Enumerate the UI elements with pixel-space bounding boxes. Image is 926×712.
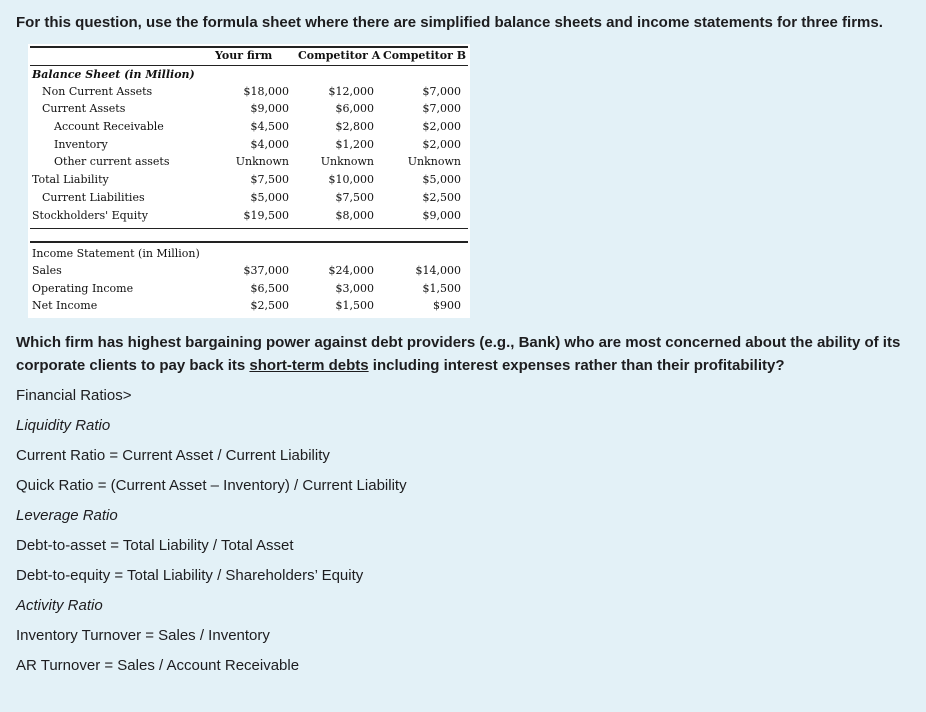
col-header-your-firm: Your firm: [215, 49, 273, 62]
row-label: Other current assets: [54, 155, 170, 168]
col-header-competitor-a: Competitor A: [298, 49, 381, 62]
debt-to-equity-formula: Debt-to-equity = Total Liability / Shareholders’ Equity: [16, 567, 364, 584]
current-ratio-formula: Current Ratio = Current Asset / Current Liability: [16, 447, 330, 464]
debt-to-asset-formula: Debt-to-asset = Total Liability / Total Asset: [16, 537, 294, 554]
balance-bottom-rule: [30, 228, 468, 229]
cell-competitor-a: $1,500: [335, 299, 374, 312]
table-row: [28, 209, 470, 226]
cell-your-firm: $9,000: [250, 102, 289, 115]
financial-statements-table: [28, 44, 470, 318]
leverage-ratio-title: Leverage Ratio: [16, 507, 118, 524]
row-label: Total Liability: [32, 173, 109, 186]
header-rule: [30, 65, 468, 66]
question-part-2: including interest expenses rather than their profitability?: [368, 357, 785, 374]
cell-your-firm: $2,500: [250, 299, 289, 312]
question-part-1: Which firm has highest bargaining power against debt providers (e.g., Bank) who are most concerned about the ability of its corporate clients to pay back its: [16, 334, 901, 374]
inventory-turnover-formula: Inventory Turnover = Sales / Inventory: [16, 627, 270, 644]
cell-competitor-a: $7,500: [335, 191, 374, 204]
balance-sheet-title: Balance Sheet (in Million): [32, 68, 195, 81]
row-label: Net Income: [32, 299, 98, 312]
row-label: Non Current Assets: [42, 85, 153, 98]
financial-ratios-heading: Financial Ratios>: [16, 387, 132, 404]
table-row: [28, 264, 470, 281]
cell-your-firm: $7,500: [250, 173, 289, 186]
cell-competitor-b: $5,000: [422, 173, 461, 186]
row-label: Sales: [32, 264, 62, 277]
cell-competitor-b: Unknown: [407, 155, 461, 168]
cell-your-firm: $4,500: [250, 120, 289, 133]
quick-ratio-formula: Quick Ratio = (Current Asset – Inventory) / Current Liability: [16, 477, 407, 494]
cell-your-firm: $6,500: [250, 282, 289, 295]
row-label: Current Liabilities: [42, 191, 145, 204]
cell-competitor-b: $900: [433, 299, 461, 312]
cell-competitor-a: $3,000: [335, 282, 374, 295]
cell-your-firm: $37,000: [243, 264, 289, 277]
cell-competitor-b: $2,000: [422, 120, 461, 133]
cell-competitor-b: $14,000: [415, 264, 461, 277]
table-top-rule: [30, 46, 468, 48]
cell-competitor-b: $7,000: [422, 85, 461, 98]
table-row: [28, 120, 470, 137]
cell-competitor-a: $12,000: [328, 85, 374, 98]
activity-ratio-title: Activity Ratio: [16, 597, 103, 614]
cell-competitor-b: $1,500: [422, 282, 461, 295]
table-row: [28, 282, 470, 299]
table-row: [28, 102, 470, 119]
table-row: [28, 173, 470, 190]
table-row: [28, 138, 470, 155]
row-label: Account Receivable: [54, 120, 164, 133]
row-label: Operating Income: [32, 282, 134, 295]
question-underlined: short-term debts: [249, 357, 369, 374]
row-label: Current Assets: [42, 102, 126, 115]
ar-turnover-formula: AR Turnover = Sales / Account Receivable: [16, 657, 300, 674]
cell-your-firm: $4,000: [250, 138, 289, 151]
income-statement-title: Income Statement (in Million): [32, 247, 200, 260]
row-label: Stockholders' Equity: [32, 209, 148, 222]
income-top-rule: [30, 241, 468, 243]
table-row: [28, 191, 470, 208]
cell-competitor-a: $2,800: [335, 120, 374, 133]
question-text: [16, 331, 921, 377]
table-row: [28, 155, 470, 172]
cell-competitor-a: $1,200: [335, 138, 374, 151]
cell-competitor-a: $24,000: [328, 264, 374, 277]
cell-your-firm: $19,500: [243, 209, 289, 222]
cell-competitor-a: $8,000: [335, 209, 374, 222]
cell-competitor-b: $2,000: [422, 138, 461, 151]
cell-competitor-a: Unknown: [320, 155, 374, 168]
table-row: [28, 85, 470, 102]
cell-competitor-b: $7,000: [422, 102, 461, 115]
cell-your-firm: $18,000: [243, 85, 289, 98]
cell-competitor-b: $9,000: [422, 209, 461, 222]
intro-text: For this question, use the formula sheet where there are simplified balance sheets and income statements for three firms.: [16, 14, 883, 31]
cell-competitor-b: $2,500: [422, 191, 461, 204]
cell-competitor-a: $10,000: [328, 173, 374, 186]
liquidity-ratio-title: Liquidity Ratio: [16, 417, 111, 434]
table-row: [28, 299, 470, 316]
cell-competitor-a: $6,000: [335, 102, 374, 115]
row-label: Inventory: [54, 138, 108, 151]
cell-your-firm: $5,000: [250, 191, 289, 204]
col-header-competitor-b: Competitor B: [383, 49, 467, 62]
cell-your-firm: Unknown: [235, 155, 289, 168]
